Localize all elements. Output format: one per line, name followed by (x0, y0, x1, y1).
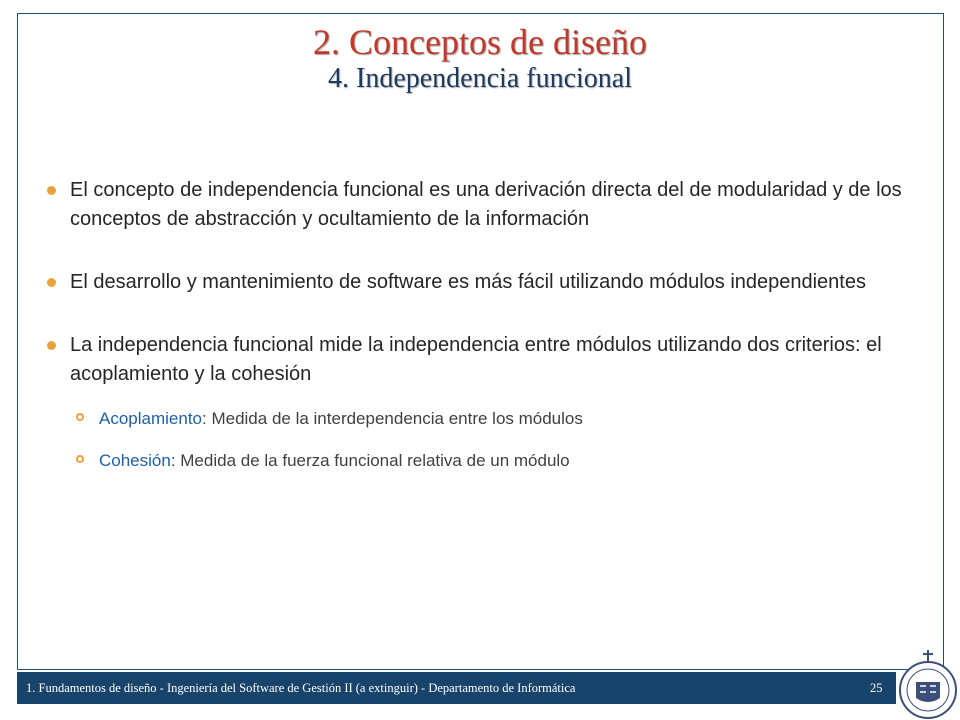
subbullet-marker-icon (76, 413, 84, 421)
bullet-text: El desarrollo y mantenimiento de software es más fácil utilizando módulos independientes (70, 271, 866, 293)
footer-text: 1. Fundamentos de diseño - Ingeniería del Software de Gestión II (a extinguir) - Departamento de Informática (26, 681, 576, 695)
bullet-marker-icon (47, 341, 56, 350)
slide-title: 2. Conceptos de diseño (313, 22, 647, 62)
subbullet-marker-icon (76, 455, 84, 463)
bullet-list (44, 176, 904, 473)
subbullet-text: : Medida de la interdependencia entre los módulos (202, 409, 583, 428)
subbullet-text: : Medida de la fuerza funcional relativa de un módulo (170, 451, 570, 470)
subbullet-term: Acoplamiento (99, 409, 203, 428)
bullet-marker-icon (47, 186, 56, 195)
bullet-item (44, 331, 904, 389)
bullet-item (44, 176, 904, 234)
subbullet-term: Cohesión (99, 451, 171, 470)
university-seal-icon (896, 648, 960, 720)
bullet-item (44, 268, 904, 297)
subbullet-item (44, 407, 904, 431)
bullet-text: El concepto de independencia funcional es una derivación directa del de modularidad y de los conceptos de abstracción y ocultamiento de la información (70, 179, 902, 230)
bullet-marker-icon (47, 278, 56, 287)
page-number: 25 (870, 681, 883, 695)
bullet-text: La independencia funcional mide la independencia entre módulos utilizando dos criterios: el acoplamiento y la cohesión (70, 334, 882, 385)
subbullet-item (44, 449, 904, 473)
slide-subtitle: 4. Independencia funcional (328, 63, 632, 94)
